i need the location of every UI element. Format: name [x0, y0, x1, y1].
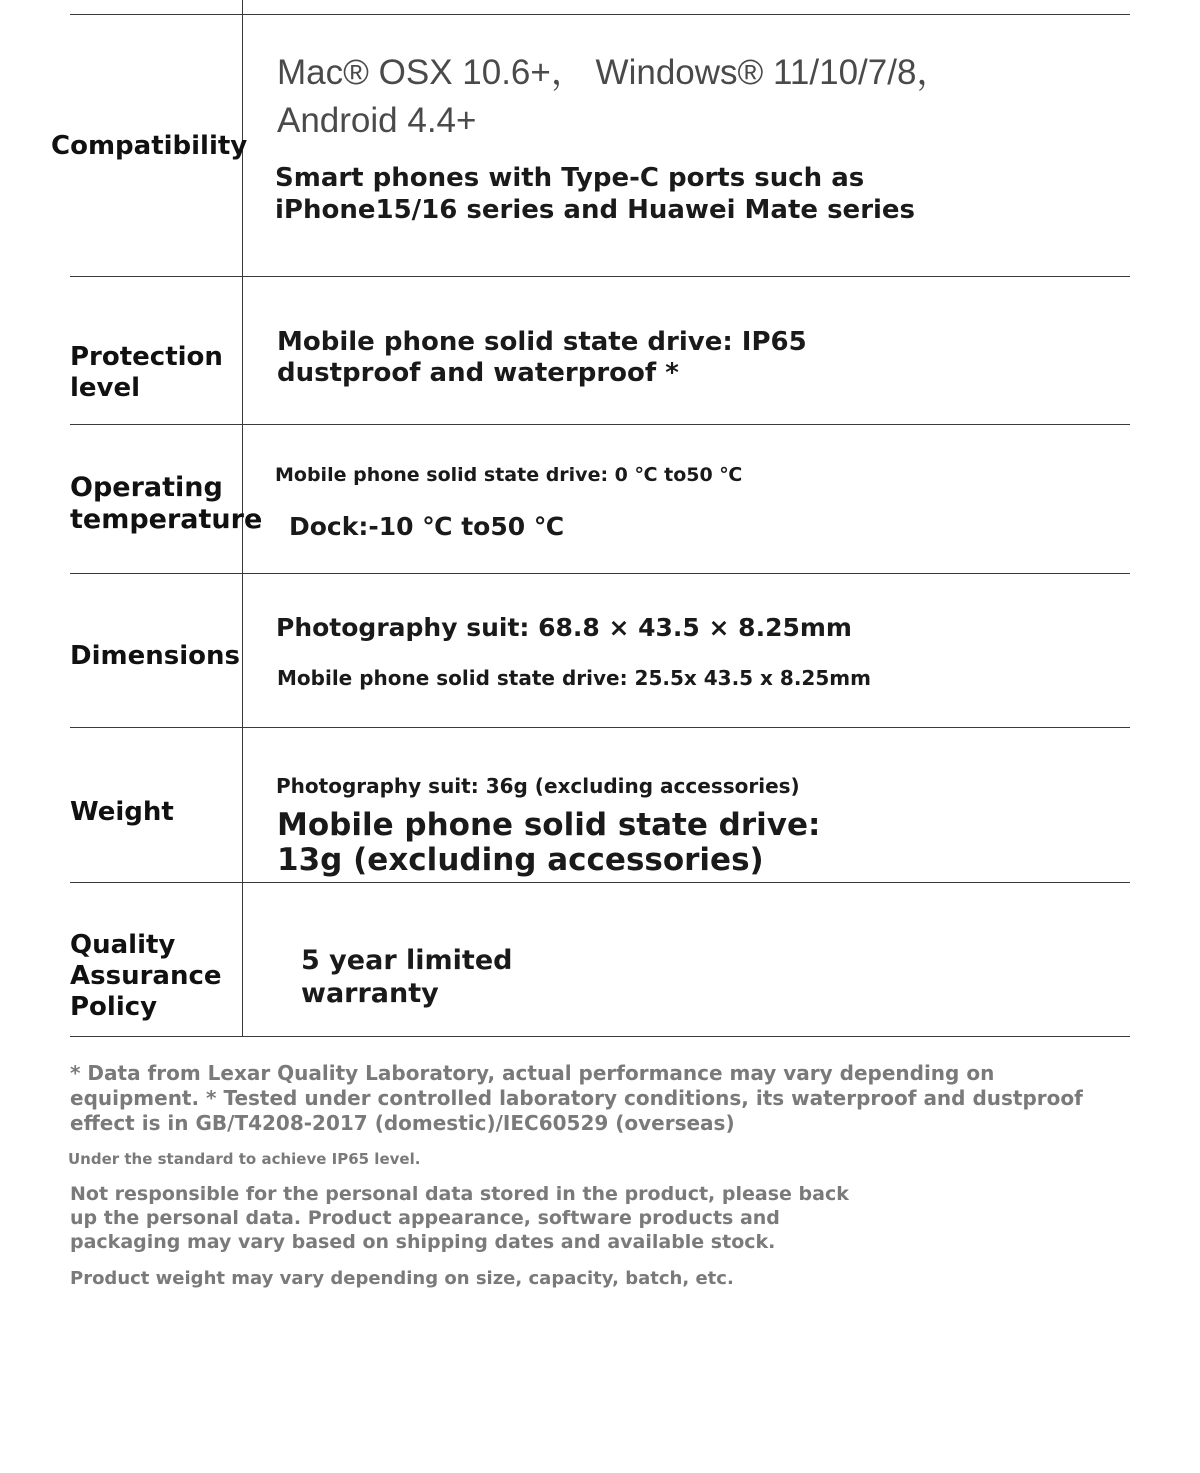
footnote-weight: Product weight may vary depending on size, capacity, batch, etc.: [70, 1268, 734, 1289]
compatibility-phones-line2: iPhone15/16 series and Huawei Mate series: [275, 195, 916, 225]
footnote-data-line3: packaging may vary based on shipping dates and available stock.: [70, 1231, 776, 1253]
footnote-data-line1: Not responsible for the personal data stored in the product, please back: [70, 1183, 849, 1205]
row-divider: [70, 727, 1130, 728]
footnote-lab-line3: effect is in GB/T4208-2017 (domestic)/IEC60529 (overseas): [70, 1111, 735, 1135]
protection-label-line1: Protection: [70, 342, 223, 372]
footnote-lab-line1: * Data from Lexar Quality Laboratory, actual performance may vary depending on: [70, 1061, 995, 1085]
footnote-ip65: Under the standard to achieve IP65 level.: [68, 1150, 421, 1168]
footnote-data-line2: up the personal data. Product appearance, software products and: [70, 1207, 780, 1229]
footnote-lab-line2: equipment. * Tested under controlled laboratory conditions, its waterproof and dustproof: [70, 1086, 1083, 1110]
compatibility-phones-line1: Smart phones with Type-C ports such as: [275, 163, 865, 193]
temperature-label-line2: temperature: [70, 504, 263, 535]
weight-label: Weight: [70, 797, 174, 827]
weight-drive-line2: 13g (excluding accessories): [277, 842, 764, 878]
row-divider: [70, 882, 1130, 883]
warranty-label-line1: Quality: [70, 930, 176, 960]
compatibility-label: Compatibility: [51, 131, 248, 161]
warranty-label-line2: Assurance: [70, 961, 222, 991]
dimensions-suit: Photography suit: 68.8 × 43.5 × 8.25mm: [276, 613, 852, 642]
row-divider: [70, 276, 1130, 277]
protection-value-line1: Mobile phone solid state drive: IP65: [277, 327, 807, 357]
warranty-label-line3: Policy: [70, 992, 158, 1022]
weight-suit: Photography suit: 36g (excluding accessories): [276, 774, 800, 798]
row-divider: [70, 573, 1130, 574]
temperature-drive: Mobile phone solid state drive: 0 ℃ to50 ℃: [275, 464, 743, 486]
row-divider: [70, 1036, 1130, 1037]
warranty-value-line2: warranty: [301, 978, 439, 1009]
protection-value-line2: dustproof and waterproof *: [277, 358, 679, 388]
dimensions-drive: Mobile phone solid state drive: 25.5x 43.5 x 8.25mm: [277, 666, 871, 690]
weight-drive-line1: Mobile phone solid state drive:: [277, 807, 821, 843]
row-divider: [70, 14, 1130, 15]
protection-label-line2: level: [70, 373, 141, 403]
warranty-value-line1: 5 year limited: [301, 945, 513, 976]
temperature-dock: Dock:-10 ℃ to50 ℃: [289, 512, 565, 541]
compatibility-os-line2: Android 4.4+: [277, 101, 477, 140]
dimensions-label: Dimensions: [70, 641, 240, 671]
compatibility-os-line1: Mac® OSX 10.6+， Windows® 11/10/7/8，: [277, 53, 952, 92]
row-divider: [70, 424, 1130, 425]
temperature-label-line1: Operating: [70, 472, 223, 503]
